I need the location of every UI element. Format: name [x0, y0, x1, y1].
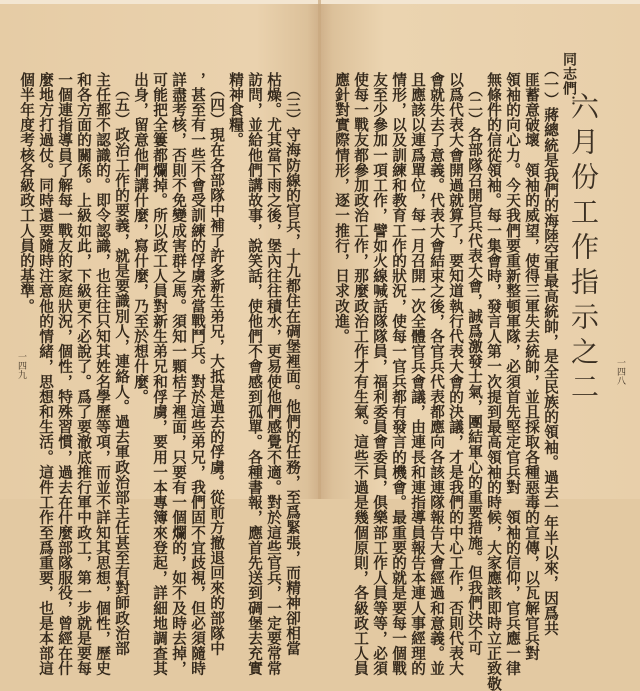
document-title: 六月份工作指示之二 [567, 92, 600, 407]
text-column: 會就失去了意義。代表大會結束之後，各官兵代表都應向各該連隊報告大會經過和意義。並 [428, 72, 445, 676]
page-number: 一四九 [16, 352, 26, 379]
text-column: 匪蓄意破壞 領袖的威望，使得三軍失去統帥，並且採取各種惡毒的宣傳，以瓦解官兵對 [523, 72, 540, 661]
text-column: 以爲代表大會開過就算了，要知道執行代表大會的決議，才是我們的中心工作，否則代表大 [447, 72, 464, 676]
text-column: 和各方面的關係。上級如此，下級更不必說了。爲了要澈底推行軍中政工，第一步就是要每 [75, 72, 92, 676]
text-column: 枯燥。尤其當下雨之後，堡內往往積水，更易使他們感覺不適。對於這些官兵，一定要常常 [265, 72, 282, 676]
text-column: （二）各部隊召開官兵代表大會，誠爲激發士氣，團結軍心的重要措施。但我們決不可 [466, 82, 483, 656]
text-column: 使每一戰友都參加政治工作，那麼政治工作才有生氣。這些不過是幾個原則，各級政工人員 [352, 72, 369, 676]
text-column: 可能把全簍都爛掉。所以政工人員對新生弟兄和俘虜，要用一本專簿來登起，詳細地調查其 [151, 72, 168, 676]
text-column: 應針對實際情形，逐一推行，日求改進。 [333, 72, 350, 344]
text-column: 精神食糧。 [227, 72, 244, 148]
text-column: 主任都不認識的。即令認識，也往往只知其姓名學歷等項，而並不詳知其思想，個性，歷史 [94, 72, 111, 676]
text-column: 出身，留意他們講什麼，寫什麼，乃至於想什麼。 [132, 72, 149, 405]
left-page [0, 0, 318, 676]
text-column: （五）政治工作的要義，就是要識別人，連絡人。過去軍政治部主任甚至有對師政治部 [113, 82, 130, 656]
text-column: 友至少參加一項工作，譬如火線喊話隊隊員，福利委員會委員，俱樂部工作人員等等，必須 [371, 72, 388, 676]
text-column: 一個連指導員了解每一戰友的家庭狀況，個性，特殊習慣，過去在什麼部隊服役，曾經在什 [56, 72, 73, 676]
text-column: 個半年度考核各級政工人員的基準。 [18, 72, 35, 314]
text-column: 無條件的信從領袖。每一集會時，發言人第一次提到最高領袖的時候，大家應該即時立正致敬 [485, 72, 502, 691]
text-column: （三）守海防線的官兵，十九都住在碉堡裡面。他們的任務，至爲緊張，而精神卻相當 [284, 82, 301, 656]
salutation: 同志們： [561, 52, 577, 110]
text-column: 情形，以及訓練和教育工作的狀況，使每一官兵都有發言的機會。最重要的就是要每一個戰 [390, 72, 407, 676]
text-column: 麼地方打過仗。同時還要隨時注意他的情緒，思想和生活。這件工作至爲重要，也是本部這 [37, 72, 54, 676]
text-column: 且應該以連爲單位，每一月召開一次全體官兵會議，由連長和連指導員報告本連人事經理的 [409, 72, 426, 676]
text-column: ，甚至有一些不會受訓練的俘虜充當戰鬥兵。對於這些弟兄，我們固不宜歧視，但必須隨時 [189, 72, 206, 676]
text-column: （一）蔣總統是我們的海陸空軍最高統帥，是全民族的領袖。過去一年半以來，因爲共 [542, 62, 559, 636]
right-page [321, 0, 640, 691]
text-column: 詳盡考核，否則不免變成害群之馬。須知一顆桔子裡面，只要有一個爛的，如不及時去掉， [170, 72, 187, 676]
page-number: 一四八 [615, 358, 625, 385]
text-column: 訪問，並給他們講故事，說笑話，使他們不會感到孤單。各種書報，應首先送到碉堡去充實 [246, 72, 263, 676]
text-column: 領袖的向心力。今天我們要重新整頓軍隊，必須首先堅定官兵對 領袖的信仰，官兵應一律 [504, 72, 521, 676]
text-column: （四）現在各部隊中補了許多新生弟兄，大抵是過去的俘虜。從前方撤退回來的部隊中 [208, 82, 225, 656]
